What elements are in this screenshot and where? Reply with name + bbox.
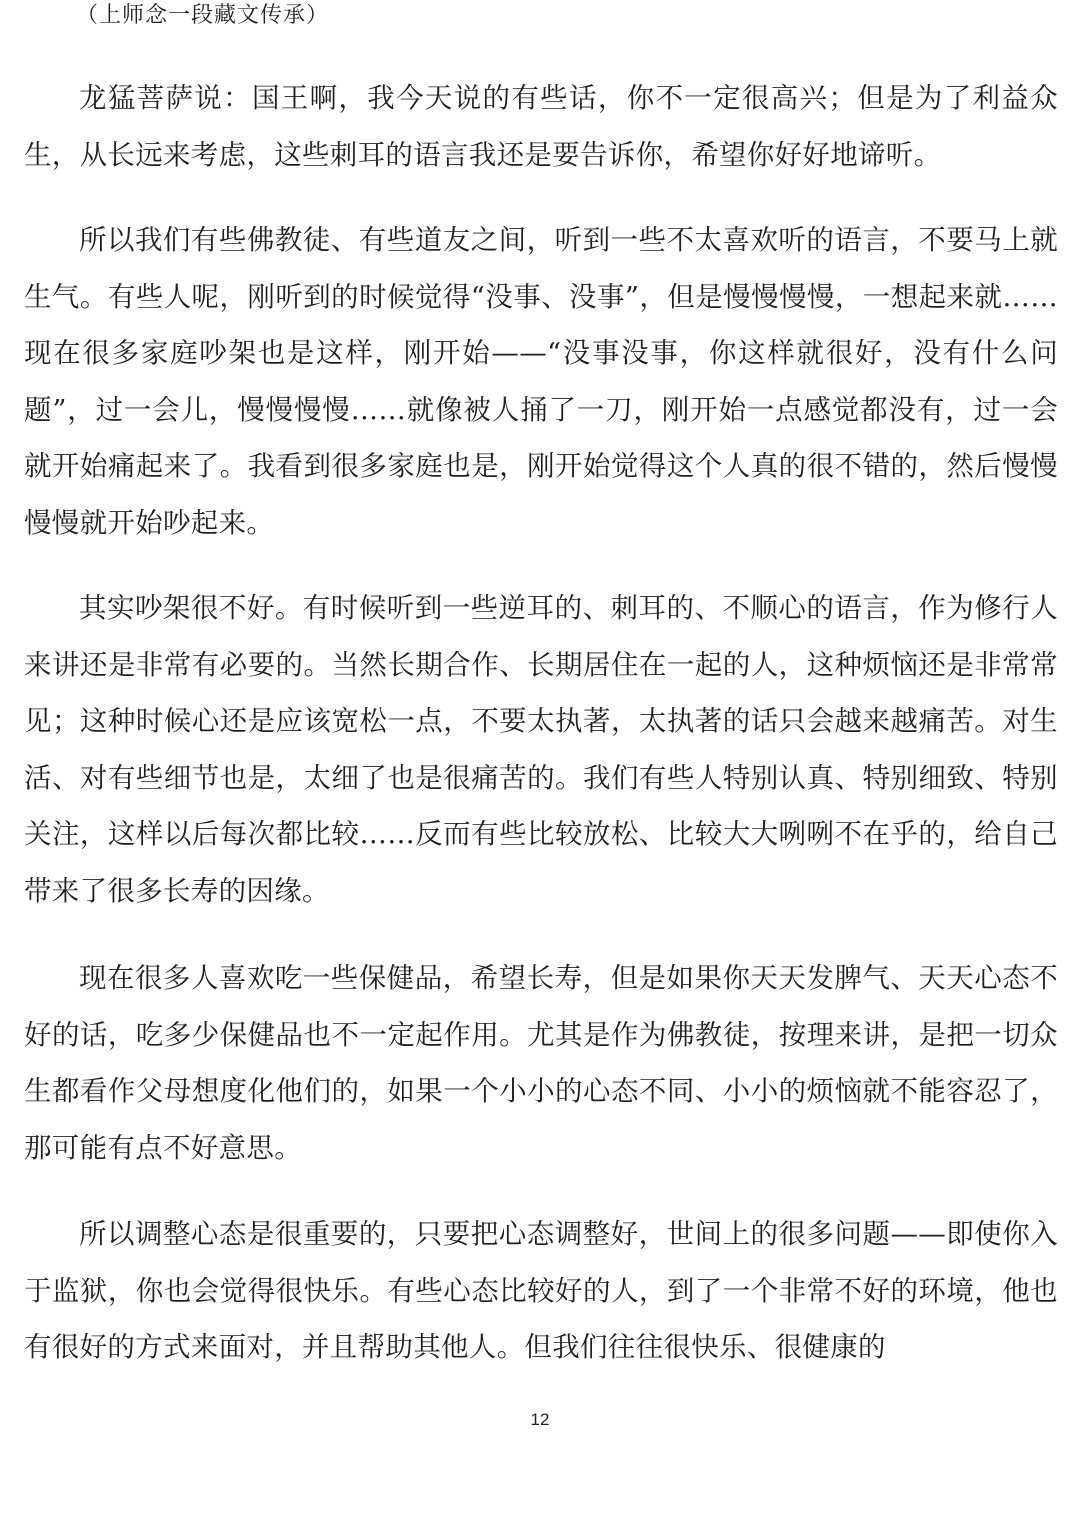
paragraph-2: 所以我们有些佛教徒、有些道友之间，听到一些不太喜欢听的语言，不要马上就生气。有些人呢，刚听到的时候觉得“没事、没事”，但是慢慢慢慢，一想起来就……现在很多家庭吵架也是这样，刚开始——“没事没事，你这样就很好，没有什么问题”，过一会儿，慢慢慢慢……就像被人捅了一刀，刚开始一点感觉都没有，过一会就开始痛起来了。我看到很多家庭也是，刚开始觉得这个人真的很不错的，然后慢慢慢慢就开始吵起来。 xyxy=(24,224,1058,539)
paragraph-4: 现在很多人喜欢吃一些保健品，希望长寿，但是如果你天天发脾气、天天心态不好的话，吃多少保健品也不一定起作用。尤其是作为佛教徒，按理来讲，是把一切众生都看作父母想度化他们的，如果一个小小的心态不同、小小的烦恼就不能容忍了，那可能有点不好意思。 xyxy=(24,962,1058,1164)
paragraph-5: 所以调整心态是很重要的，只要把心态调整好，世间上的很多问题——即使你入于监狱，你也会觉得很快乐。有些心态比较好的人，到了一个非常不好的环境，他也有很好的方式来面对，并且帮助其他人。但我们往往很快乐、很健康的 xyxy=(24,1218,1058,1363)
paragraph-1: 龙猛菩萨说：国王啊，我今天说的有些话，你不一定很高兴；但是为了利益众生，从长远来考虑，这些刺耳的语言我还是要告诉你，希望你好好地谛听。 xyxy=(24,82,1058,171)
page-number: 12 xyxy=(530,1410,550,1429)
paragraph-3: 其实吵架很不好。有时候听到一些逆耳的、刺耳的、不顺心的语言，作为修行人来讲还是非常有必要的。当然长期合作、长期居住在一起的人，这种烦恼还是非常常见；这种时候心还是应该宽松一点，不要太执著，太执著的话只会越来越痛苦。对生活、对有些细节也是，太细了也是很痛苦的。我们有些人特别认真、特别细致、特别关注，这样以后每次都比较……反而有些比较放松、比较大大咧咧不在乎的，给自己带来了很多长寿的因缘。 xyxy=(24,592,1058,907)
transmission-note: （上师念一段藏文传承） xyxy=(76,3,330,28)
